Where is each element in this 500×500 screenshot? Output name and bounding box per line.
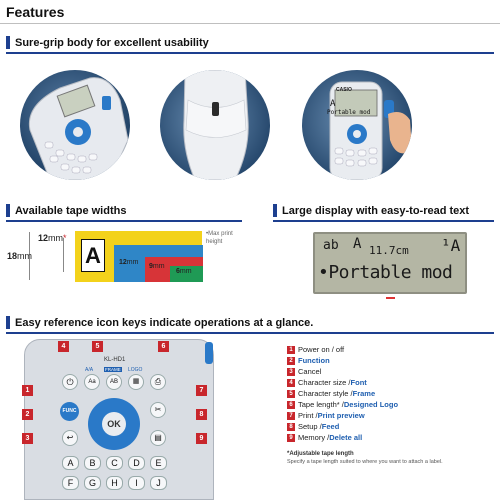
num-badge: 1 (287, 346, 295, 354)
letter-key[interactable]: C (106, 456, 123, 470)
key-item-text: Character size / (298, 378, 351, 387)
key-item-2 (287, 355, 497, 366)
size-key[interactable]: Aa (84, 374, 100, 390)
key-item-text: Power on / off (298, 345, 345, 354)
callout-7: 7 (196, 385, 207, 396)
section-bar (6, 316, 10, 329)
dim-line-12 (63, 238, 64, 272)
key-item-6 (287, 399, 497, 410)
callout-4: 4 (58, 341, 69, 352)
unit-12: mm (48, 233, 64, 243)
section-bar (6, 204, 10, 217)
key-item-blue: Designed Logo (343, 400, 399, 409)
product-photo-back (160, 70, 270, 180)
print-key[interactable]: ⎙ (150, 374, 166, 390)
adjustable-length-desc: Specify a tape length suited to where you want to attach a label. (287, 459, 443, 465)
callout-9: 9 (196, 433, 207, 444)
photo-lcd-line1: A (330, 99, 336, 109)
letter-key[interactable]: B (84, 456, 101, 470)
num-badge: 5 (287, 390, 295, 398)
key-item-3 (287, 366, 497, 377)
num-badge: 8 (287, 423, 295, 431)
width-9: 9 (149, 263, 153, 270)
power-key[interactable]: ⏻ (62, 374, 78, 390)
section-heading-grip (6, 36, 209, 49)
dim-label-18 (7, 251, 32, 261)
section-title-icons: Easy reference icon keys indicate operations at a glance. (15, 316, 314, 329)
lcd-line1-c: 11.7cm (369, 244, 409, 257)
key-item-text: Character style / (298, 389, 353, 398)
section-heading-tape (6, 204, 126, 217)
lcd-line1-a: ab (323, 238, 339, 253)
letter-key[interactable]: E (150, 456, 167, 470)
key-item-8 (287, 421, 497, 432)
unit-9: mm (152, 263, 165, 270)
width-12-inner: 12 (119, 259, 127, 266)
lcd-marker (386, 297, 395, 299)
icon-keys-list (287, 344, 497, 465)
style-key[interactable]: AB (106, 374, 122, 390)
product-photo-hand (302, 70, 412, 180)
tape-red-label (149, 263, 165, 270)
num-badge: 2 (287, 357, 295, 365)
key-item-text: Setup / (298, 422, 322, 431)
title-divider (0, 23, 500, 24)
tape-length-key[interactable]: ▦ (128, 374, 144, 390)
lcd-display (313, 232, 467, 294)
section-title-tape: Available tape widths (15, 204, 127, 217)
callout-8: 8 (196, 409, 207, 420)
key-item-9 (287, 432, 497, 443)
num-badge: 4 (287, 379, 295, 387)
tape-blue-label (119, 259, 138, 266)
section-rule-tape (6, 220, 242, 222)
key-item-4 (287, 377, 497, 388)
letter-key[interactable]: H (106, 476, 123, 490)
section-bar (6, 36, 10, 49)
setup-key[interactable]: ✂ (150, 402, 166, 418)
width-18: 18 (7, 251, 18, 261)
key-item-1 (287, 344, 497, 355)
dim-label-12 (38, 233, 67, 243)
key-item-blue: Print preview (317, 411, 365, 420)
key-item-blue: Delete all (329, 433, 363, 442)
callout-2: 2 (22, 409, 33, 420)
adjustable-length-title: *Adjustable tape length (287, 451, 354, 457)
width-12: 12 (38, 233, 49, 243)
key-item-blue: Frame (352, 389, 376, 398)
key-item-text: Memory / (298, 433, 330, 442)
label-aa: A/A (85, 367, 94, 373)
letter-key[interactable]: G (84, 476, 101, 490)
section-title-grip: Sure-grip body for excellent usability (15, 36, 209, 49)
unit-18: mm (17, 251, 33, 261)
asterisk: * (63, 233, 67, 243)
section-heading-icons (6, 316, 313, 329)
memory-key[interactable]: ▤ (150, 430, 166, 446)
callout-3: 3 (22, 433, 33, 444)
callout-5: 5 (92, 341, 103, 352)
callout-6: 6 (158, 341, 169, 352)
ok-key[interactable]: OK (102, 412, 126, 436)
tape-green-label (176, 268, 192, 275)
key-item-5 (287, 388, 497, 399)
unit-12-inner: mm (126, 259, 139, 266)
cancel-key[interactable]: ↩ (62, 430, 78, 446)
section-title-display: Large display with easy-to-read text (282, 204, 470, 217)
unit-6: mm (179, 268, 192, 275)
model-label: KL-HD1 (104, 357, 126, 363)
letter-key[interactable]: F (62, 476, 79, 490)
lcd-line1-b: A (353, 236, 362, 252)
callout-1: 1 (22, 385, 33, 396)
width-6: 6 (176, 268, 180, 275)
func-key[interactable]: FUNC (60, 402, 79, 421)
letter-key[interactable]: I (128, 476, 145, 490)
key-item-text: Cancel (298, 367, 322, 376)
device-side-button (205, 342, 213, 364)
key-item-blue: Feed (321, 422, 340, 431)
key-item-text: Print / (298, 411, 318, 420)
num-badge: 7 (287, 412, 295, 420)
label-frame: FRAME (105, 367, 121, 372)
letter-key[interactable]: A (62, 456, 79, 470)
section-rule-icons (6, 332, 494, 334)
label-logo: LOGO (128, 367, 143, 373)
lcd-line1-d: ¹A (441, 236, 461, 255)
key-item-text: Tape length* / (298, 400, 344, 409)
key-item-blue: Function (298, 356, 330, 365)
product-photo-side (20, 70, 130, 180)
key-item-7 (287, 410, 497, 421)
page-title: Features (6, 4, 65, 20)
num-badge: 9 (287, 434, 295, 442)
letter-key[interactable]: D (128, 456, 145, 470)
num-badge: 6 (287, 401, 295, 409)
lcd-line2: •Portable mod (318, 262, 453, 283)
photo-brand: CASIO (336, 87, 352, 93)
key-item-blue: Font (350, 378, 367, 387)
tape-sample-char: A (81, 239, 105, 272)
max-print-height-note: •Max print height (206, 231, 233, 245)
section-bar (273, 204, 277, 217)
num-badge: 3 (287, 368, 295, 376)
letter-key[interactable]: J (150, 476, 167, 490)
section-heading-display (273, 204, 469, 217)
section-rule-display (273, 220, 494, 222)
photo-lcd-line2: Portable mod (327, 109, 371, 116)
section-rule-grip (6, 52, 494, 54)
